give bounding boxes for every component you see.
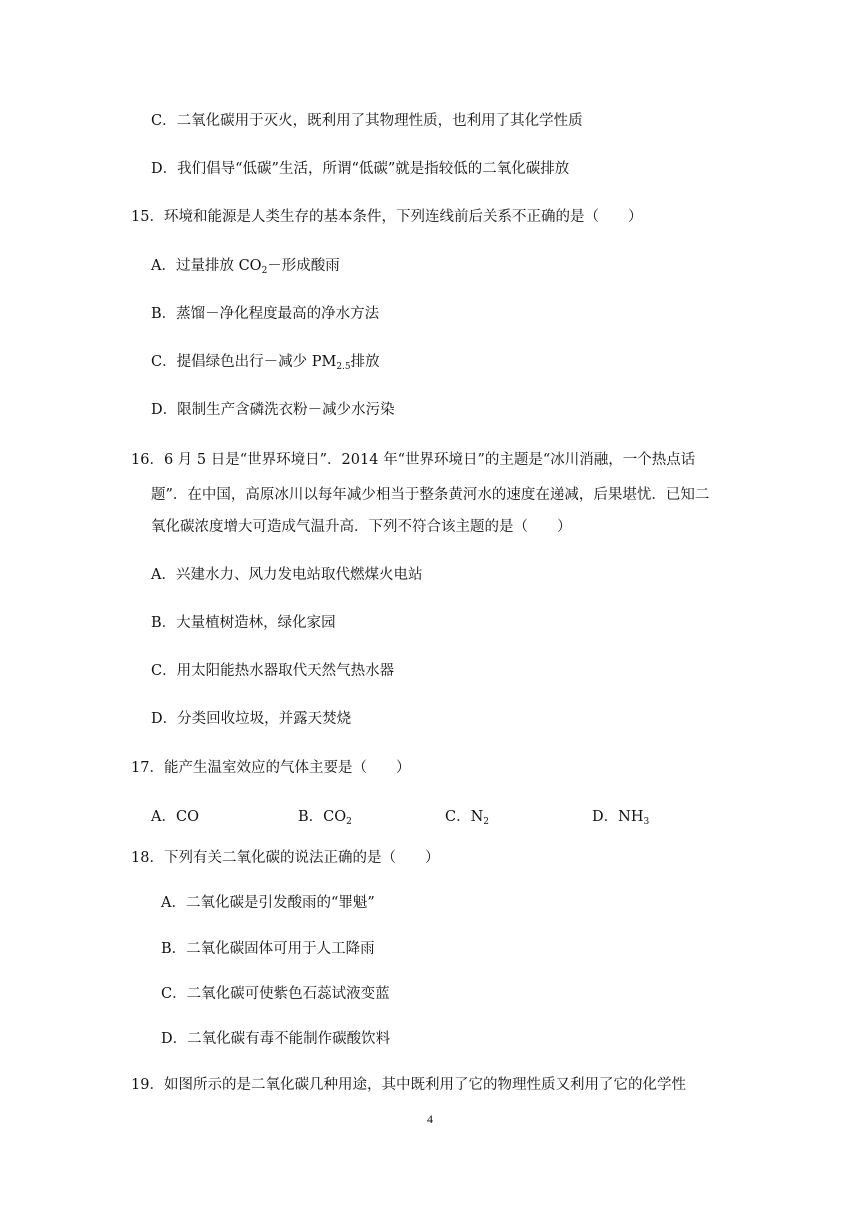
q18-option-d: D．二氧化碳有毒不能制作碳酸饮料: [161, 1031, 391, 1047]
q15-option-a-tail: －形成酸雨: [267, 258, 340, 274]
q15-stem: 15．环境和能源是人类生存的基本条件，下列连线前后关系不正确的是（ ）: [131, 209, 643, 225]
q18-option-a: A．二氧化碳是引发酸雨的“罪魁”: [161, 895, 375, 911]
q17-option-c: [445, 807, 489, 827]
q18-option-b: B．二氧化碳固体可用于人工降雨: [161, 941, 375, 957]
q15-option-d: D．限制生产含磷洗衣粉－减少水污染: [151, 402, 395, 418]
q17-option-a: A．CO: [151, 809, 199, 825]
q16-stem-line-2: 题”．在中国，高原冰川以每年减少相当于整条黄河水的速度在递减，后果堪忧．已知二: [151, 487, 710, 503]
q16-stem-line-3: 氧化碳浓度增大可造成气温升高．下列不符合该主题的是（ ）: [151, 519, 572, 535]
q18-option-c: C．二氧化碳可使紫色石蕊试液变蓝: [161, 986, 390, 1002]
q16-option-b: B．大量植树造林，绿化家园: [151, 615, 336, 631]
q15-option-a-text: A．过量排放 CO: [151, 258, 262, 274]
q19-stem-line-1: 19．如图所示的是二氧化碳几种用途，其中既利用了它的物理性质又利用了它的化学性: [131, 1077, 686, 1093]
q16-option-d: D．分类回收垃圾，并露天焚烧: [151, 711, 352, 727]
q15-option-c-subscript: 2.5: [336, 362, 351, 372]
q15-option-b: B．蒸馏－净化程度最高的净水方法: [151, 306, 380, 322]
page-number: 4: [427, 1112, 433, 1126]
q17-option-d: [592, 807, 649, 827]
q17-option-b-text: B．CO: [298, 809, 347, 825]
q17-option-c-subscript: 2: [483, 817, 490, 827]
q17-option-d-text: D．NH: [592, 809, 644, 825]
q16-stem-line-1: 16．6 月 5 日是“世界环境日”．2014 年“世界环境日”的主题是“冰川消融，一个热点话: [131, 452, 696, 468]
q14-option-c: C．二氧化碳用于灭火，既利用了其物理性质，也利用了其化学性质: [151, 113, 583, 129]
q16-option-a: A．兴建水力、风力发电站取代燃煤火电站: [151, 567, 423, 583]
q15-option-a-subscript: 2: [261, 266, 268, 276]
q17-option-b: [298, 807, 352, 827]
q15-option-a: [151, 256, 340, 276]
q15-option-c-tail: 排放: [350, 354, 380, 370]
q17-option-c-text: C．N: [445, 809, 484, 825]
q17-option-b-subscript: 2: [346, 817, 352, 827]
q15-option-c: [151, 352, 380, 372]
q15-option-c-text: C．提倡绿色出行－减少 PM: [151, 354, 337, 370]
q14-option-d: D．我们倡导“低碳”生活，所谓“低碳”就是指较低的二氧化碳排放: [151, 161, 570, 177]
q18-stem: 18．下列有关二氧化碳的说法正确的是（ ）: [131, 850, 440, 866]
q17-option-d-subscript: 3: [643, 817, 650, 827]
q16-option-c: C．用太阳能热水器取代天然气热水器: [151, 663, 395, 679]
q17-stem: 17．能产生温室效应的气体主要是（ ）: [131, 760, 411, 776]
